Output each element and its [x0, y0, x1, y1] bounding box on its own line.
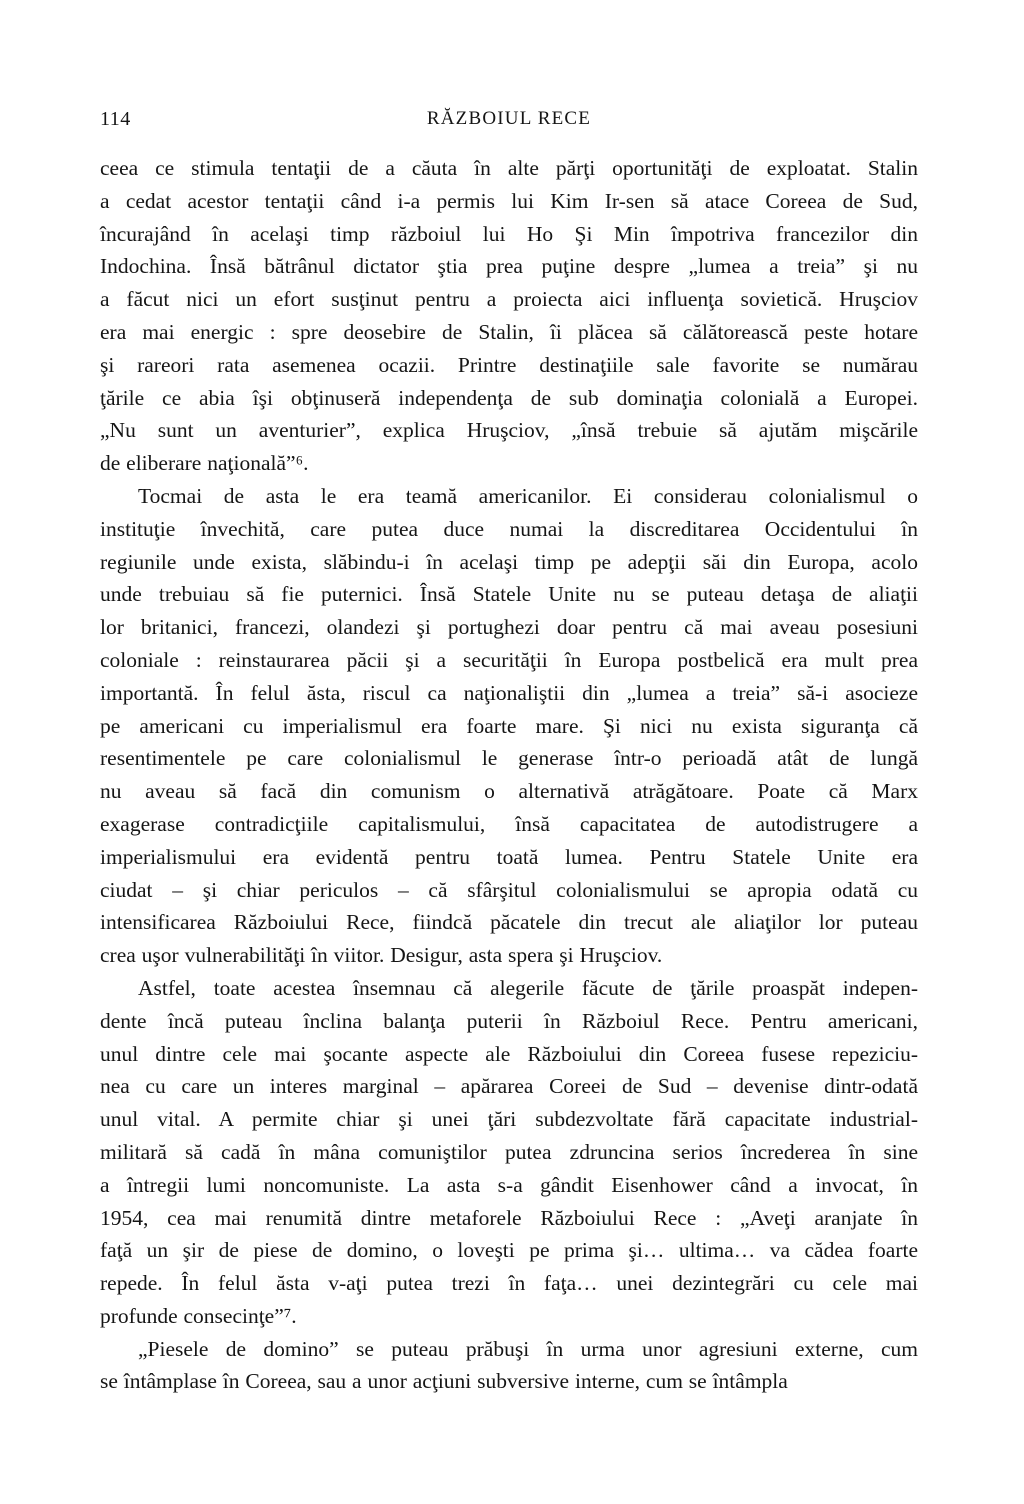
- text-line: „Piesele de domino” se puteau prăbuşi în urma unor agresiuni externe, cum: [138, 1336, 918, 1361]
- text-line: resentimentele pe care colonialismul le generase într-o perioadă atât de lungă: [100, 746, 918, 771]
- text-line: a cedat acestor tentaţii când i-a permis lui Kim Ir-sen să atace Coreea de Sud,: [100, 188, 918, 213]
- text-line: Astfel, toate acestea însemnau că alegerile făcute de ţările proaspăt indepen-: [138, 975, 918, 1000]
- text-line: faţă un şir de piese de domino, o loveşti pe prima şi… ultima… va cădea foarte: [100, 1238, 918, 1263]
- text-line: instituţie învechită, care putea duce numai la discreditarea Occidentului în: [100, 516, 918, 541]
- text-line: a întregii lumi noncomuniste. La asta s-a gândit Eisenhower când a invocat, în: [100, 1172, 918, 1197]
- running-title: RĂZBOIUL RECE: [426, 108, 592, 129]
- text-line: ciudat – şi chiar periculos – că sfârşitul colonialismului se apropia odată cu: [100, 877, 918, 902]
- text-line: unde trebuiau să fie puternici. Însă Statele Unite nu se puteau detaşa de aliaţii: [100, 582, 918, 607]
- text-line: intensificarea Războiului Rece, fiindcă păcatele din trecut ale aliaţilor lor puteau: [100, 910, 918, 935]
- text-line: profunde consecinţe”⁷.: [100, 1303, 297, 1328]
- text-line: dente încă puteau înclina balanţa puterii în Războiul Rece. Pentru americani,: [100, 1008, 918, 1033]
- text-line: 1954, cea mai renumită dintre metaforele Războiului Rece : „Aveţi aranjate în: [100, 1205, 918, 1230]
- page-number: 114: [100, 108, 131, 130]
- text-line: era mai energic : spre deosebire de Stalin, îi plăcea să călătorească peste hotare: [100, 319, 918, 344]
- text-line: se întâmplase în Coreea, sau a unor acţiuni subversive interne, cum se întâmpla: [100, 1369, 788, 1394]
- text-line: şi rareori rata asemenea ocazii. Printre destinaţiile sale favorite se numărau: [100, 352, 918, 377]
- text-line: nea cu care un interes marginal – apărarea Coreei de Sud – devenise dintr-odată: [100, 1074, 918, 1099]
- text-line: regiunile unde exista, slăbindu-i în acelaşi timp pe adepţii săi din Europa, acolo: [100, 549, 918, 574]
- text-line: militară să cadă în mâna comuniştilor putea zdruncina serios încrederea în sine: [100, 1139, 918, 1164]
- text-line: a făcut nici un efort susţinut pentru a proiecta aici influenţa sovietică. Hruşciov: [100, 287, 918, 312]
- text-line: repede. În felul ăsta v-aţi putea trezi în faţa… unei dezintegrări cu cele mai: [100, 1271, 918, 1296]
- paragraph: [100, 972, 918, 1333]
- text-line: crea uşor vulnerabilităţi în viitor. Desigur, asta spera şi Hruşciov.: [100, 943, 663, 968]
- text-line: de eliberare naţională”⁶.: [100, 451, 309, 476]
- text-line: unul dintre cele mai şocante aspecte ale Războiului din Coreea fusese repeziciu-: [100, 1041, 918, 1066]
- text-line: încurajând în acelaşi timp războiul lui Ho Şi Min împotriva francezilor din: [100, 221, 918, 246]
- text-line: „Nu sunt un aventurier”, explica Hruşciov, „însă trebuie să ajutăm mişcările: [100, 418, 918, 443]
- text-line: pe americani cu imperialismul era foarte mare. Şi nici nu exista siguranţa că: [100, 713, 918, 738]
- paragraph: [100, 1333, 918, 1399]
- text-line: Indochina. Însă bătrânul dictator ştia prea puţine despre „lumea a treia” şi nu: [100, 254, 918, 279]
- text-line: Tocmai de asta le era teamă americanilor. Ei considerau colonialismul o: [138, 483, 918, 508]
- text-line: imperialismului era evidentă pentru toată lumea. Pentru Statele Unite era: [100, 844, 918, 869]
- text-line: exagerase contradicţiile capitalismului, însă capacitatea de autodistrugere a: [100, 811, 918, 836]
- text-line: ceea ce stimula tentaţii de a căuta în alte părţi oportunităţi de exploatat. Stalin: [100, 156, 918, 180]
- paragraph: [100, 480, 918, 972]
- text-line: importantă. În felul ăsta, riscul ca naţionaliştii din „lumea a treia” să-i asocieze: [100, 680, 918, 705]
- running-header: [100, 106, 918, 132]
- text-block: [100, 152, 918, 1398]
- text-line: coloniale : reinstaurarea păcii şi a securităţii în Europa postbelică era mult prea: [100, 647, 918, 672]
- text-line: unul vital. A permite chiar şi unei ţări subdezvoltate fără capacitate industrial-: [100, 1107, 918, 1132]
- paragraph: [100, 152, 918, 480]
- text-line: nu aveau să facă din comunism o alternativă atrăgătoare. Poate că Marx: [100, 779, 918, 804]
- text-line: ţările ce abia îşi obţinuseră independenţa de sub dominaţia colonială a Europei.: [100, 385, 918, 410]
- text-line: lor britanici, francezi, olandezi şi portughezi doar pentru că mai aveau posesiuni: [100, 615, 918, 640]
